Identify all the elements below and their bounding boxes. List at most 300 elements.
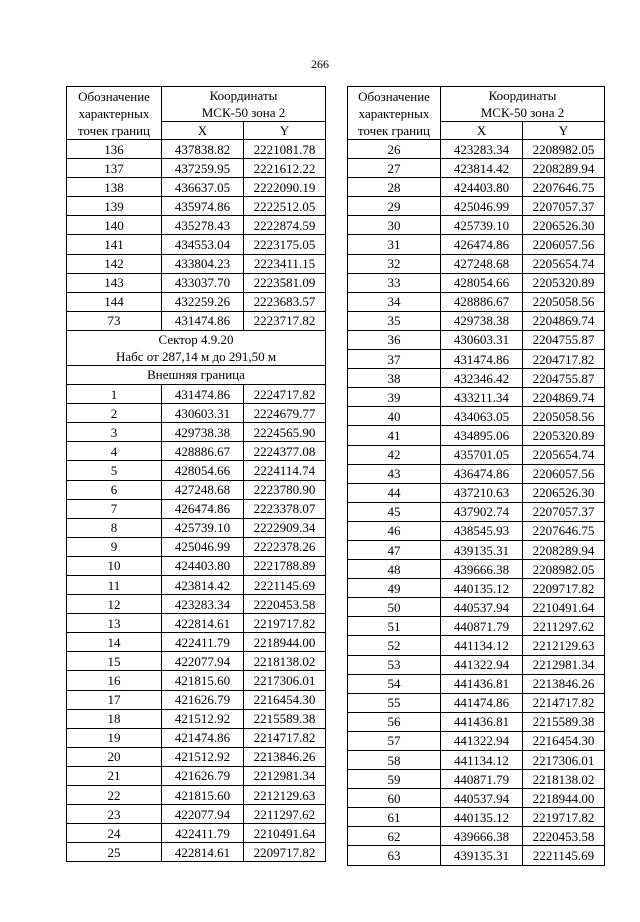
- x-coordinate-cell: 441134.12: [441, 751, 523, 770]
- y-coordinate-cell: 2206057.56: [523, 235, 605, 254]
- y-coordinate-cell: 2212129.63: [523, 636, 605, 655]
- point-number-cell: 32: [348, 254, 441, 273]
- y-coordinate-cell: 2208982.05: [523, 560, 605, 579]
- x-coordinate-cell: 437838.82: [162, 140, 244, 159]
- point-number-cell: 45: [348, 502, 441, 521]
- y-coordinate-cell: 2219717.82: [523, 808, 605, 827]
- y-coordinate-cell: 2217306.01: [523, 751, 605, 770]
- table-row: [67, 385, 326, 404]
- table-row: [348, 579, 605, 598]
- y-coordinate-cell: 2223717.82: [244, 311, 326, 330]
- designation-header-line: точек границ: [77, 122, 151, 138]
- coordinates-header: [162, 87, 326, 122]
- y-coordinate-cell: 2204717.82: [523, 350, 605, 369]
- x-coordinate-cell: 433037.70: [162, 273, 244, 292]
- y-coordinate-cell: 2223378.07: [244, 499, 326, 518]
- point-number-cell: 50: [348, 598, 441, 617]
- point-number-cell: 15: [67, 652, 162, 671]
- x-coordinate-cell: 440537.94: [441, 789, 523, 808]
- designation-header-line: Обозначение: [358, 88, 430, 104]
- y-coordinate-cell: 2222874.59: [244, 216, 326, 235]
- point-number-cell: 140: [67, 216, 162, 235]
- point-number-cell: 144: [67, 292, 162, 311]
- x-header: X: [162, 122, 244, 140]
- y-coordinate-cell: 2221145.69: [523, 846, 605, 865]
- designation-header-line: точек границ: [357, 122, 431, 138]
- y-coordinate-cell: 2206057.56: [523, 464, 605, 483]
- point-number-cell: 60: [348, 789, 441, 808]
- y-coordinate-cell: 2222909.34: [244, 518, 326, 537]
- coordinates-header-line: Координаты: [488, 88, 557, 103]
- point-number-cell: 62: [348, 827, 441, 846]
- designation-header: [67, 87, 162, 140]
- table-row: [348, 426, 605, 445]
- x-coordinate-cell: 423814.42: [441, 159, 523, 178]
- table-row: [348, 464, 605, 483]
- table-row: [67, 709, 326, 728]
- point-number-cell: 142: [67, 254, 162, 273]
- y-coordinate-cell: 2204755.87: [523, 330, 605, 349]
- table-row: [348, 560, 605, 579]
- table-row: [67, 614, 326, 633]
- x-coordinate-cell: 435278.43: [162, 216, 244, 235]
- x-coordinate-cell: 427248.68: [162, 480, 244, 499]
- y-coordinate-cell: 2206526.30: [523, 483, 605, 502]
- x-coordinate-cell: 440135.12: [441, 579, 523, 598]
- x-coordinate-cell: 440871.79: [441, 617, 523, 636]
- designation-header: [348, 87, 441, 140]
- y-coordinate-cell: 2222090.19: [244, 178, 326, 197]
- table-row: [348, 789, 605, 808]
- point-number-cell: 40: [348, 407, 441, 426]
- y-coordinate-cell: 2207057.37: [523, 502, 605, 521]
- point-number-cell: 53: [348, 655, 441, 674]
- point-number-cell: 47: [348, 540, 441, 559]
- table-row: [348, 292, 605, 311]
- point-number-cell: 35: [348, 311, 441, 330]
- y-coordinate-cell: 2207057.37: [523, 197, 605, 216]
- table-row: [67, 273, 326, 292]
- point-number-cell: 2: [67, 404, 162, 423]
- x-coordinate-cell: 424403.80: [441, 178, 523, 197]
- y-coordinate-cell: 2224114.74: [244, 461, 326, 480]
- boundary-label: Внешняя граница: [67, 365, 326, 384]
- point-number-cell: 16: [67, 671, 162, 690]
- x-coordinate-cell: 441436.81: [441, 712, 523, 731]
- x-coordinate-cell: 422814.61: [162, 843, 244, 862]
- x-coordinate-cell: 431474.86: [441, 350, 523, 369]
- x-coordinate-cell: 426474.86: [162, 499, 244, 518]
- y-coordinate-cell: 2223780.90: [244, 480, 326, 499]
- x-coordinate-cell: 434553.04: [162, 235, 244, 254]
- table-row: [67, 499, 326, 518]
- table-row: [67, 747, 326, 766]
- y-coordinate-cell: 2223581.09: [244, 273, 326, 292]
- x-coordinate-cell: 425046.99: [162, 537, 244, 556]
- coordinates-header-line: МСК-50 зона 2: [201, 105, 286, 120]
- table-row: [348, 254, 605, 273]
- table-row: [67, 633, 326, 652]
- table-row: [67, 311, 326, 330]
- point-number-cell: 10: [67, 556, 162, 575]
- point-number-cell: 18: [67, 709, 162, 728]
- table-row: [348, 273, 605, 292]
- table-row: [348, 521, 605, 540]
- point-number-cell: 22: [67, 786, 162, 805]
- x-coordinate-cell: 422411.79: [162, 824, 244, 843]
- table-row: [348, 693, 605, 712]
- point-number-cell: 51: [348, 617, 441, 636]
- y-coordinate-cell: 2214717.82: [244, 728, 326, 747]
- table-row: [348, 846, 605, 865]
- y-header: Y: [244, 122, 326, 140]
- y-coordinate-cell: 2221145.69: [244, 575, 326, 594]
- table-row: [348, 636, 605, 655]
- x-coordinate-cell: 426474.86: [441, 235, 523, 254]
- y-coordinate-cell: 2210491.64: [244, 824, 326, 843]
- table-row: [348, 311, 605, 330]
- y-coordinate-cell: 2208982.05: [523, 140, 605, 159]
- y-coordinate-cell: 2218138.02: [523, 770, 605, 789]
- x-coordinate-cell: 439135.31: [441, 846, 523, 865]
- table-row: [67, 159, 326, 178]
- y-coordinate-cell: 2204869.74: [523, 388, 605, 407]
- y-coordinate-cell: 2222512.05: [244, 197, 326, 216]
- point-number-cell: 7: [67, 499, 162, 518]
- x-coordinate-cell: 435974.86: [162, 197, 244, 216]
- x-coordinate-cell: 429738.38: [441, 311, 523, 330]
- x-coordinate-cell: 421474.86: [162, 728, 244, 747]
- x-coordinate-cell: 441322.94: [441, 655, 523, 674]
- point-number-cell: 54: [348, 674, 441, 693]
- point-number-cell: 138: [67, 178, 162, 197]
- table-row: [67, 178, 326, 197]
- point-number-cell: 56: [348, 712, 441, 731]
- point-number-cell: 37: [348, 350, 441, 369]
- table-row: [348, 159, 605, 178]
- x-coordinate-cell: 433804.23: [162, 254, 244, 273]
- point-number-cell: 141: [67, 235, 162, 254]
- x-coordinate-cell: 441436.81: [441, 674, 523, 693]
- table-row: [67, 480, 326, 499]
- x-coordinate-cell: 438545.93: [441, 521, 523, 540]
- y-coordinate-cell: 2221081.78: [244, 140, 326, 159]
- point-number-cell: 4: [67, 442, 162, 461]
- x-coordinate-cell: 428886.67: [441, 292, 523, 311]
- table-row: [348, 655, 605, 674]
- y-coordinate-cell: 2221788.89: [244, 556, 326, 575]
- point-number-cell: 24: [67, 824, 162, 843]
- table-row: [67, 843, 326, 862]
- point-number-cell: 55: [348, 693, 441, 712]
- table-row: [67, 235, 326, 254]
- x-coordinate-cell: 435701.05: [441, 445, 523, 464]
- point-number-cell: 46: [348, 521, 441, 540]
- x-coordinate-cell: 440871.79: [441, 770, 523, 789]
- y-coordinate-cell: 2216454.30: [244, 690, 326, 709]
- point-number-cell: 42: [348, 445, 441, 464]
- table-row: [67, 671, 326, 690]
- x-coordinate-cell: 423283.34: [441, 140, 523, 159]
- x-coordinate-cell: 439135.31: [441, 540, 523, 559]
- point-number-cell: 44: [348, 483, 441, 502]
- table-row: [348, 178, 605, 197]
- table-row: [348, 770, 605, 789]
- point-number-cell: 58: [348, 751, 441, 770]
- table-row: [67, 595, 326, 614]
- y-coordinate-cell: 2213846.26: [244, 747, 326, 766]
- y-coordinate-cell: 2217306.01: [244, 671, 326, 690]
- x-coordinate-cell: 431474.86: [162, 311, 244, 330]
- point-number-cell: 139: [67, 197, 162, 216]
- x-coordinate-cell: 425739.10: [162, 518, 244, 537]
- point-number-cell: 27: [348, 159, 441, 178]
- point-number-cell: 59: [348, 770, 441, 789]
- y-coordinate-cell: 2205654.74: [523, 254, 605, 273]
- point-number-cell: 33: [348, 273, 441, 292]
- point-number-cell: 17: [67, 690, 162, 709]
- x-coordinate-cell: 430603.31: [441, 330, 523, 349]
- point-number-cell: 5: [67, 461, 162, 480]
- table-row: [67, 805, 326, 824]
- point-number-cell: 36: [348, 330, 441, 349]
- x-coordinate-cell: 421815.60: [162, 786, 244, 805]
- point-number-cell: 3: [67, 423, 162, 442]
- y-coordinate-cell: 2218138.02: [244, 652, 326, 671]
- x-coordinate-cell: 436474.86: [441, 464, 523, 483]
- x-coordinate-cell: 440537.94: [441, 598, 523, 617]
- y-coordinate-cell: 2205654.74: [523, 445, 605, 464]
- y-coordinate-cell: 2224679.77: [244, 404, 326, 423]
- x-coordinate-cell: 434895.06: [441, 426, 523, 445]
- table-row: [67, 786, 326, 805]
- y-coordinate-cell: 2215589.38: [523, 712, 605, 731]
- x-coordinate-cell: 428054.66: [441, 273, 523, 292]
- point-number-cell: 21: [67, 766, 162, 785]
- table-row: [348, 598, 605, 617]
- table-row: [67, 518, 326, 537]
- table-row: [67, 652, 326, 671]
- y-coordinate-cell: 2210491.64: [523, 598, 605, 617]
- y-coordinate-cell: 2223411.15: [244, 254, 326, 273]
- x-coordinate-cell: 432259.26: [162, 292, 244, 311]
- table-row: [67, 140, 326, 159]
- point-number-cell: 57: [348, 731, 441, 750]
- table-row: [67, 216, 326, 235]
- x-coordinate-cell: 427248.68: [441, 254, 523, 273]
- point-number-cell: 34: [348, 292, 441, 311]
- y-coordinate-cell: 2222378.26: [244, 537, 326, 556]
- designation-header-line: характерных: [78, 105, 150, 121]
- x-coordinate-cell: 439666.38: [441, 827, 523, 846]
- designation-header-line: Обозначение: [78, 88, 150, 104]
- x-coordinate-cell: 424403.80: [162, 556, 244, 575]
- x-coordinate-cell: 430603.31: [162, 404, 244, 423]
- table-row: [67, 575, 326, 594]
- table-row: [67, 824, 326, 843]
- x-coordinate-cell: 429738.38: [162, 423, 244, 442]
- x-coordinate-cell: 422077.94: [162, 652, 244, 671]
- point-number-cell: 39: [348, 388, 441, 407]
- point-number-cell: 19: [67, 728, 162, 747]
- designation-header-line: характерных: [358, 105, 430, 121]
- sector-row: [67, 330, 326, 365]
- x-coordinate-cell: 421626.79: [162, 766, 244, 785]
- point-number-cell: 137: [67, 159, 162, 178]
- y-coordinate-cell: 2209717.82: [244, 843, 326, 862]
- x-coordinate-cell: 439666.38: [441, 560, 523, 579]
- y-coordinate-cell: 2208289.94: [523, 159, 605, 178]
- y-coordinate-cell: 2205058.56: [523, 407, 605, 426]
- point-number-cell: 52: [348, 636, 441, 655]
- point-number-cell: 43: [348, 464, 441, 483]
- table-row: [348, 712, 605, 731]
- table-row: [348, 407, 605, 426]
- x-coordinate-cell: 441322.94: [441, 731, 523, 750]
- table-row: [348, 502, 605, 521]
- point-number-cell: 11: [67, 575, 162, 594]
- table-row: [67, 461, 326, 480]
- table-row: [348, 540, 605, 559]
- table-row: [348, 751, 605, 770]
- x-coordinate-cell: 423283.34: [162, 595, 244, 614]
- x-coordinate-cell: 431474.86: [162, 385, 244, 404]
- x-coordinate-cell: 425739.10: [441, 216, 523, 235]
- table-row: [348, 216, 605, 235]
- y-coordinate-cell: 2220453.58: [244, 595, 326, 614]
- table-row: [348, 445, 605, 464]
- coordinates-header: [441, 87, 605, 122]
- x-coordinate-cell: 437210.63: [441, 483, 523, 502]
- x-coordinate-cell: 434063.05: [441, 407, 523, 426]
- y-coordinate-cell: 2205058.56: [523, 292, 605, 311]
- point-number-cell: 20: [67, 747, 162, 766]
- y-coordinate-cell: 2207646.75: [523, 521, 605, 540]
- y-coordinate-cell: 2216454.30: [523, 731, 605, 750]
- y-coordinate-cell: 2221612.22: [244, 159, 326, 178]
- point-number-cell: 9: [67, 537, 162, 556]
- table-row: [67, 728, 326, 747]
- table-row: [348, 350, 605, 369]
- x-coordinate-cell: 428054.66: [162, 461, 244, 480]
- table-row: [348, 388, 605, 407]
- coordinates-header-line: Координаты: [209, 88, 278, 103]
- x-coordinate-cell: 423814.42: [162, 575, 244, 594]
- x-coordinate-cell: 432346.42: [441, 369, 523, 388]
- x-coordinate-cell: 425046.99: [441, 197, 523, 216]
- coordinates-table-right: [347, 86, 605, 866]
- sector-height-range: Набс от 287,14 м до 291,50 м: [115, 348, 277, 364]
- y-coordinate-cell: 2212981.34: [244, 766, 326, 785]
- point-number-cell: 49: [348, 579, 441, 598]
- coordinates-table-left: [66, 86, 326, 862]
- y-header: Y: [523, 122, 605, 140]
- y-coordinate-cell: 2218944.00: [244, 633, 326, 652]
- x-coordinate-cell: 422814.61: [162, 614, 244, 633]
- x-coordinate-cell: 422077.94: [162, 805, 244, 824]
- y-coordinate-cell: 2215589.38: [244, 709, 326, 728]
- y-coordinate-cell: 2212129.63: [244, 786, 326, 805]
- x-coordinate-cell: 421626.79: [162, 690, 244, 709]
- y-coordinate-cell: 2224717.82: [244, 385, 326, 404]
- table-row: [67, 766, 326, 785]
- x-coordinate-cell: 441134.12: [441, 636, 523, 655]
- point-number-cell: 6: [67, 480, 162, 499]
- y-coordinate-cell: 2212981.34: [523, 655, 605, 674]
- table-row: [348, 330, 605, 349]
- x-coordinate-cell: 421512.92: [162, 747, 244, 766]
- y-coordinate-cell: 2218944.00: [523, 789, 605, 808]
- y-coordinate-cell: 2220453.58: [523, 827, 605, 846]
- y-coordinate-cell: 2223683.57: [244, 292, 326, 311]
- table-row: [348, 827, 605, 846]
- point-number-cell: 61: [348, 808, 441, 827]
- y-coordinate-cell: 2219717.82: [244, 614, 326, 633]
- coordinates-header-line: МСК-50 зона 2: [480, 105, 565, 120]
- point-number-cell: 13: [67, 614, 162, 633]
- x-coordinate-cell: 428886.67: [162, 442, 244, 461]
- point-number-cell: 63: [348, 846, 441, 865]
- point-number-cell: 28: [348, 178, 441, 197]
- table-row: [348, 808, 605, 827]
- y-coordinate-cell: 2214717.82: [523, 693, 605, 712]
- point-number-cell: 29: [348, 197, 441, 216]
- y-coordinate-cell: 2204869.74: [523, 311, 605, 330]
- table-row: [348, 483, 605, 502]
- point-number-cell: 1: [67, 385, 162, 404]
- point-number-cell: 48: [348, 560, 441, 579]
- table-row: [67, 690, 326, 709]
- sector-cell: [67, 330, 326, 365]
- y-coordinate-cell: 2223175.05: [244, 235, 326, 254]
- table-row: [348, 140, 605, 159]
- table-row: [348, 617, 605, 636]
- point-number-cell: 14: [67, 633, 162, 652]
- point-number-cell: 23: [67, 805, 162, 824]
- x-coordinate-cell: 437259.95: [162, 159, 244, 178]
- point-number-cell: 26: [348, 140, 441, 159]
- x-coordinate-cell: 440135.12: [441, 808, 523, 827]
- table-row: [348, 731, 605, 750]
- table-row: [67, 292, 326, 311]
- point-number-cell: 8: [67, 518, 162, 537]
- point-number-cell: 136: [67, 140, 162, 159]
- table-row: [348, 197, 605, 216]
- y-coordinate-cell: 2205320.89: [523, 273, 605, 292]
- x-coordinate-cell: 436637.05: [162, 178, 244, 197]
- x-coordinate-cell: 437902.74: [441, 502, 523, 521]
- y-coordinate-cell: 2211297.62: [523, 617, 605, 636]
- x-coordinate-cell: 433211.34: [441, 388, 523, 407]
- x-coordinate-cell: 421512.92: [162, 709, 244, 728]
- point-number-cell: 73: [67, 311, 162, 330]
- y-coordinate-cell: 2208289.94: [523, 540, 605, 559]
- x-coordinate-cell: 422411.79: [162, 633, 244, 652]
- table-row: [67, 537, 326, 556]
- x-coordinate-cell: 421815.60: [162, 671, 244, 690]
- y-coordinate-cell: 2213846.26: [523, 674, 605, 693]
- table-row: [67, 197, 326, 216]
- table-row: [67, 404, 326, 423]
- point-number-cell: 41: [348, 426, 441, 445]
- boundary-row: [67, 365, 326, 384]
- point-number-cell: 143: [67, 273, 162, 292]
- point-number-cell: 38: [348, 369, 441, 388]
- point-number-cell: 12: [67, 595, 162, 614]
- y-coordinate-cell: 2224565.90: [244, 423, 326, 442]
- point-number-cell: 25: [67, 843, 162, 862]
- page-number: 266: [311, 57, 329, 71]
